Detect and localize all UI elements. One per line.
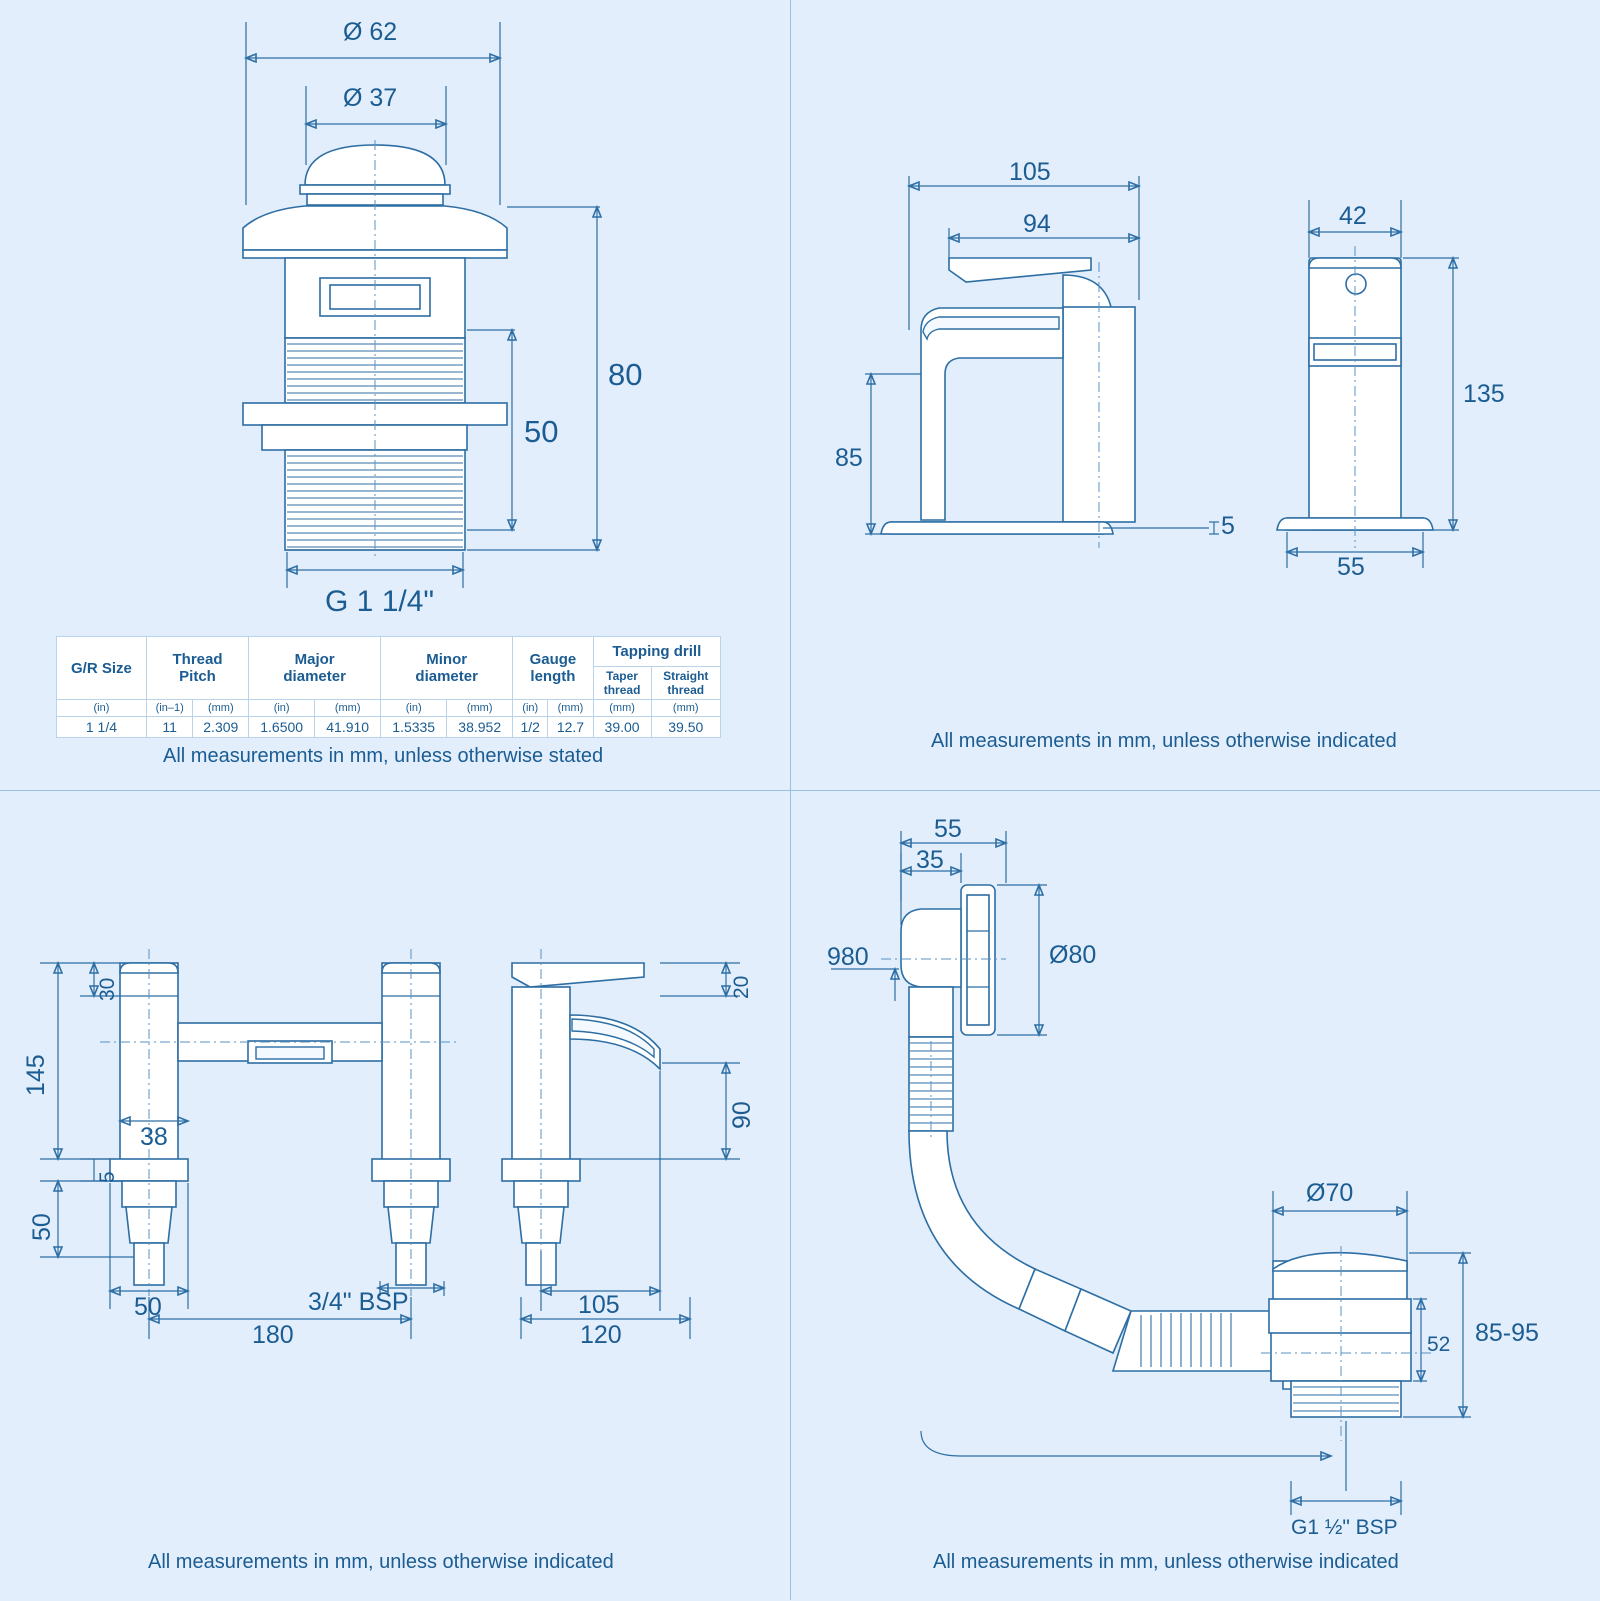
th-minor-diameter bbox=[381, 637, 513, 700]
th-major-l1: Major bbox=[294, 651, 335, 668]
val-9: 39.00 bbox=[593, 717, 651, 738]
dim-base-thickness bbox=[1103, 522, 1219, 534]
dim-label-spout-reach-bl: 105 bbox=[578, 1291, 620, 1319]
caption-bottom-left: All measurements in mm, unless otherwise indicated bbox=[148, 1551, 614, 1573]
th-thread-pitch bbox=[146, 637, 248, 700]
dim-label-cable-length: 980 bbox=[827, 943, 869, 971]
quadrant-basin-mixer bbox=[790, 0, 1600, 790]
dim-label-waste-height: 85-95 bbox=[1475, 1319, 1539, 1347]
dim-label-inlet-thread: 3/4" BSP bbox=[308, 1288, 409, 1316]
dim-label-thread-length: 50 bbox=[28, 1213, 56, 1241]
mixer-side-view bbox=[1277, 246, 1433, 548]
dim-overflow-dia bbox=[997, 885, 1047, 1035]
dim-label-thread-height: 50 bbox=[524, 414, 559, 449]
val-4: 41.910 bbox=[315, 717, 381, 738]
dim-label-flange: 5 bbox=[96, 1171, 119, 1183]
dim-label-side-height: 135 bbox=[1463, 380, 1505, 408]
caption-top-right: All measurements in mm, unless otherwise indicated bbox=[931, 730, 1397, 752]
dim-label-outer-diameter: Ø 62 bbox=[343, 18, 398, 46]
dim-label-spout-top: 20 bbox=[730, 975, 753, 999]
dim-label-waste-dia: Ø70 bbox=[1306, 1179, 1354, 1207]
dim-label-overall-width: 180 bbox=[252, 1321, 294, 1349]
caption-bottom-right: All measurements in mm, unless otherwise indicated bbox=[933, 1551, 1399, 1573]
dim-label-spout-overall: 105 bbox=[1009, 158, 1051, 186]
dim-label-cap-diameter: Ø 37 bbox=[343, 84, 398, 112]
th-taper-l1: Taper bbox=[606, 669, 638, 683]
bath-filler-side-view bbox=[502, 949, 660, 1296]
dim-body-height-br bbox=[1413, 1299, 1427, 1381]
thread-spec-table bbox=[56, 636, 721, 738]
dim-waste-thread bbox=[921, 1421, 1401, 1515]
th-major-l2: diameter bbox=[283, 668, 346, 685]
caption-top-left: All measurements in mm, unless otherwise stated bbox=[163, 745, 604, 767]
dim-label-total-height: 80 bbox=[608, 357, 643, 392]
dim-label-body-height: 145 bbox=[22, 1054, 50, 1096]
unit-7: (in) bbox=[513, 700, 548, 717]
dim-label-overall-width-2: 120 bbox=[580, 1321, 622, 1349]
dim-thread-spec bbox=[287, 552, 463, 588]
dim-label-waste-thread: G1 ½" BSP bbox=[1291, 1516, 1398, 1539]
quadrant-bath-filler bbox=[0, 790, 790, 1600]
unit-2: (mm) bbox=[193, 700, 249, 717]
overflow-head bbox=[881, 885, 1431, 1441]
dim-label-centre-spacing: 38 bbox=[140, 1123, 168, 1151]
val-6: 38.952 bbox=[447, 717, 513, 738]
dim-label-base-width: 55 bbox=[1337, 553, 1365, 581]
dim-side-height bbox=[1403, 258, 1459, 530]
th-thread-pitch-l1: Thread bbox=[172, 651, 223, 668]
dim-spout-top bbox=[660, 963, 740, 996]
unit-1: (in–1) bbox=[146, 700, 193, 717]
unit-6: (mm) bbox=[447, 700, 513, 717]
dim-label-base-dia: 50 bbox=[134, 1293, 162, 1321]
th-straight-l1: Straight bbox=[663, 669, 709, 683]
dim-label-thread-spec: G 1 1/4" bbox=[325, 585, 435, 618]
dim-label-overflow-depth: 35 bbox=[916, 846, 944, 874]
val-0: 1 1/4 bbox=[57, 717, 147, 738]
dim-label-spout-height-bl: 90 bbox=[728, 1101, 756, 1129]
th-tapping-drill: Tapping drill bbox=[593, 637, 720, 667]
quadrant-bath-overflow bbox=[790, 790, 1600, 1600]
th-taper-thread bbox=[593, 667, 651, 700]
val-2: 2.309 bbox=[193, 717, 249, 738]
table-units-row bbox=[57, 700, 721, 717]
dim-cable-length bbox=[831, 969, 899, 1001]
th-minor-l2: diameter bbox=[415, 668, 478, 685]
th-gauge-l1: Gauge bbox=[529, 651, 577, 668]
dim-thread-height bbox=[467, 330, 516, 530]
dim-label-handle-height: 30 bbox=[96, 977, 119, 1001]
unit-10: (mm) bbox=[651, 700, 720, 717]
val-1: 11 bbox=[146, 717, 193, 738]
val-5: 1.5335 bbox=[381, 717, 447, 738]
dim-label-overflow-dia: Ø80 bbox=[1049, 941, 1097, 969]
val-10: 39.50 bbox=[651, 717, 720, 738]
dim-label-overflow-width: 55 bbox=[934, 815, 962, 843]
dim-label-base-thickness: 5 bbox=[1221, 512, 1235, 540]
mixer-front-view bbox=[881, 258, 1135, 548]
val-8: 12.7 bbox=[548, 717, 593, 738]
th-gauge-length bbox=[513, 637, 593, 700]
dim-label-spout-height: 85 bbox=[835, 444, 863, 472]
th-gauge-l2: length bbox=[530, 668, 576, 685]
unit-4: (mm) bbox=[315, 700, 381, 717]
dim-spout-height bbox=[865, 374, 921, 534]
th-thread-pitch-l2: Pitch bbox=[179, 668, 216, 685]
dim-label-body-height-br: 52 bbox=[1427, 1333, 1451, 1356]
unit-5: (in) bbox=[381, 700, 447, 717]
bath-overflow-svg bbox=[791, 791, 1600, 1601]
th-straight-l2: thread bbox=[667, 683, 705, 697]
th-minor-l1: Minor bbox=[426, 651, 468, 668]
th-straight-thread bbox=[651, 667, 720, 700]
dim-label-spout-reach: 94 bbox=[1023, 210, 1051, 238]
unit-3: (in) bbox=[249, 700, 315, 717]
val-7: 1/2 bbox=[513, 717, 548, 738]
unit-9: (mm) bbox=[593, 700, 651, 717]
table-header-row bbox=[57, 637, 721, 667]
unit-8: (mm) bbox=[548, 700, 593, 717]
quadrant-basin-waste bbox=[0, 0, 790, 790]
val-3: 1.6500 bbox=[249, 717, 315, 738]
unit-0: (in) bbox=[57, 700, 147, 717]
th-gr-size: G/R Size bbox=[57, 637, 147, 700]
dim-label-side-width: 42 bbox=[1339, 202, 1367, 230]
th-major-diameter bbox=[249, 637, 381, 700]
bath-filler-svg bbox=[0, 791, 790, 1601]
table-values-row bbox=[57, 717, 721, 738]
th-taper-l2: thread bbox=[603, 683, 641, 697]
